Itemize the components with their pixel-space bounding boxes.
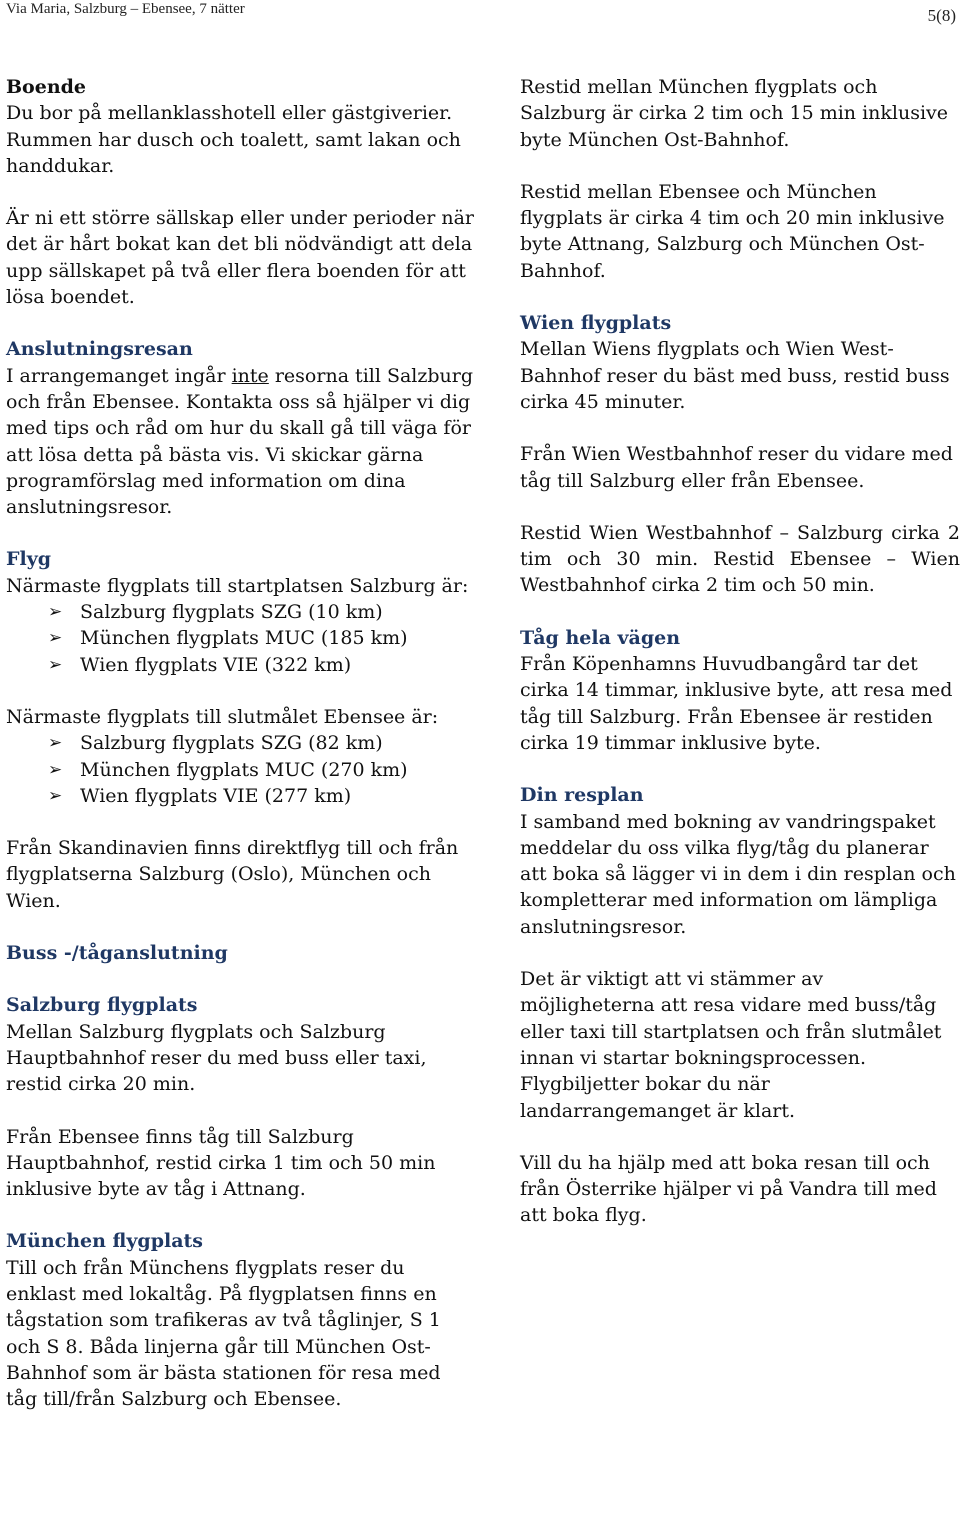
- airport-list-start: [6, 599, 476, 678]
- paragraph-resplan-1: I samband med bokning av vandringspaket meddelar du oss vilka flyg/tåg du planerar att boka så lägger vi in dem i din resplan och kompletterar med information om lämpliga anslutningsresor.: [520, 810, 956, 938]
- heading-munchen-flygplats: München flygplats: [6, 1230, 203, 1253]
- list-item: ➢ Wien flygplats VIE (322 km): [6, 652, 476, 678]
- arrow-bullet-icon: ➢: [48, 628, 63, 649]
- list-item: ➢ München flygplats MUC (185 km): [6, 625, 476, 651]
- underlined-inte: inte: [231, 364, 269, 387]
- list-item: ➢ Salzburg flygplats SZG (82 km): [6, 730, 476, 756]
- paragraph-wien-1: Mellan Wiens flygplats och Wien West-Bahnhof reser du bäst med buss, restid buss cirka 45 minuter.: [520, 338, 950, 413]
- paragraph-munchen-3: Restid mellan Ebensee och München flygplats är cirka 4 tim och 20 min inklusive byte Attnang, Salzburg och München Ost-Bahnhof.: [520, 180, 945, 282]
- paragraph-wien-2: Från Wien Westbahnhof reser du vidare med tåg till Salzburg eller från Ebensee.: [520, 443, 953, 492]
- left-column: [6, 74, 476, 1438]
- arrow-bullet-icon: ➢: [48, 654, 63, 675]
- paragraph-salzburg-2: Från Ebensee finns tåg till Salzburg Hauptbahnhof, restid cirka 1 tim och 50 min inklusive byte av tåg i Attnang.: [6, 1125, 436, 1201]
- heading-wien-flygplats: Wien flygplats: [520, 312, 672, 335]
- arrow-bullet-icon: ➢: [48, 733, 63, 754]
- paragraph-tag: Från Köpenhamns Huvudbangård tar det cirka 14 timmar, inklusive byte, att resa med tåg till Salzburg. Från Ebensee är restiden cirka 19 timmar inklusive byte.: [520, 653, 953, 754]
- arrow-bullet-icon: ➢: [48, 602, 63, 623]
- list-item: ➢ Salzburg flygplats SZG (10 km): [6, 599, 476, 625]
- paragraph-munchen-2: Restid mellan München flygplats och Salzburg är cirka 2 tim och 15 min inklusive byte München Ost-Bahnhof.: [520, 76, 949, 151]
- paragraph-boende-1: Du bor på mellanklasshotell eller gästgiverier. Rummen har dusch och toalett, samt lakan och handdukar.: [6, 102, 461, 177]
- list-item: ➢ München flygplats MUC (270 km): [6, 757, 476, 783]
- arrow-bullet-icon: ➢: [48, 785, 63, 806]
- heading-tag-hela-vagen: Tåg hela vägen: [520, 626, 681, 649]
- paragraph-salzburg-1: Mellan Salzburg flygplats och Salzburg Hauptbahnhof reser du med buss eller taxi, restid cirka 20 min.: [6, 1020, 427, 1096]
- paragraph-resplan-2: Det är viktigt att vi stämmer av möjligheterna att resa vidare med buss/tåg eller taxi till startplatsen och från slutmålet innan vi startar bokningsprocessen. Flygbiljetter bokar du när landarrangemanget är klart.: [520, 968, 942, 1122]
- paragraph-munchen-1: Till och från Münchens flygplats reser du enklast med lokaltåg. På flygplatsen finns en tågstation som trafikeras av två tåglinjer, S 1 och S 8. Båda linjerna går till München Ost-Bahnhof som är bästa stationen för resa med tåg till/från Salzburg och Ebensee.: [6, 1256, 441, 1411]
- paragraph-wien-3: Restid Wien Westbahnhof – Salzburg cirka 2 tim och 30 min. Restid Ebensee – Wien Westbahnhof cirka 2 tim och 50 min.: [520, 521, 960, 597]
- right-column: [520, 74, 960, 1255]
- paragraph-resplan-3: Vill du ha hjälp med att boka resan till och från Österrike hjälper vi på Vandra till med att boka flyg.: [520, 1151, 937, 1227]
- heading-salzburg-flygplats: Salzburg flygplats: [6, 994, 198, 1017]
- airport-list-end: [6, 730, 476, 809]
- page-header: [6, 0, 956, 24]
- paragraph-flyg-direct: Från Skandinavien finns direktflyg till och från flygplatserna Salzburg (Oslo), München och Wien.: [6, 837, 459, 912]
- heading-boende: Boende: [6, 76, 87, 98]
- paragraph-boende-2: Är ni ett större sällskap eller under perioder när det är hårt bokat kan det bli nödvändigt att dela upp sällskapet på två eller flera boenden för att lösa boendet.: [6, 207, 474, 309]
- paragraph-flyg-intro-1: Närmaste flygplats till startplatsen Salzburg är:: [6, 574, 469, 597]
- arrow-bullet-icon: ➢: [48, 759, 63, 780]
- heading-buss-taganslutning: Buss -/tåganslutning: [6, 942, 228, 965]
- list-item: ➢ Wien flygplats VIE (277 km): [6, 783, 476, 809]
- heading-din-resplan: Din resplan: [520, 784, 644, 807]
- paragraph-flyg-intro-2: Närmaste flygplats till slutmålet Ebensee är:: [6, 705, 439, 728]
- heading-anslutningsresan: Anslutningsresan: [6, 338, 193, 361]
- document-title: Via Maria, Salzburg – Ebensee, 7 nätter: [6, 1, 245, 17]
- paragraph-anslutningsresan: I arrangemanget ingår inte resorna till Salzburg och från Ebensee. Kontakta oss så hjälper vi dig med tips och råd om hur du skall gå till väga för att lösa detta på bästa vis. Vi skickar gärna programförslag med information om dina anslutningsresor.: [6, 364, 474, 519]
- page-number: 5(8): [927, 6, 956, 25]
- heading-flyg: Flyg: [6, 548, 52, 571]
